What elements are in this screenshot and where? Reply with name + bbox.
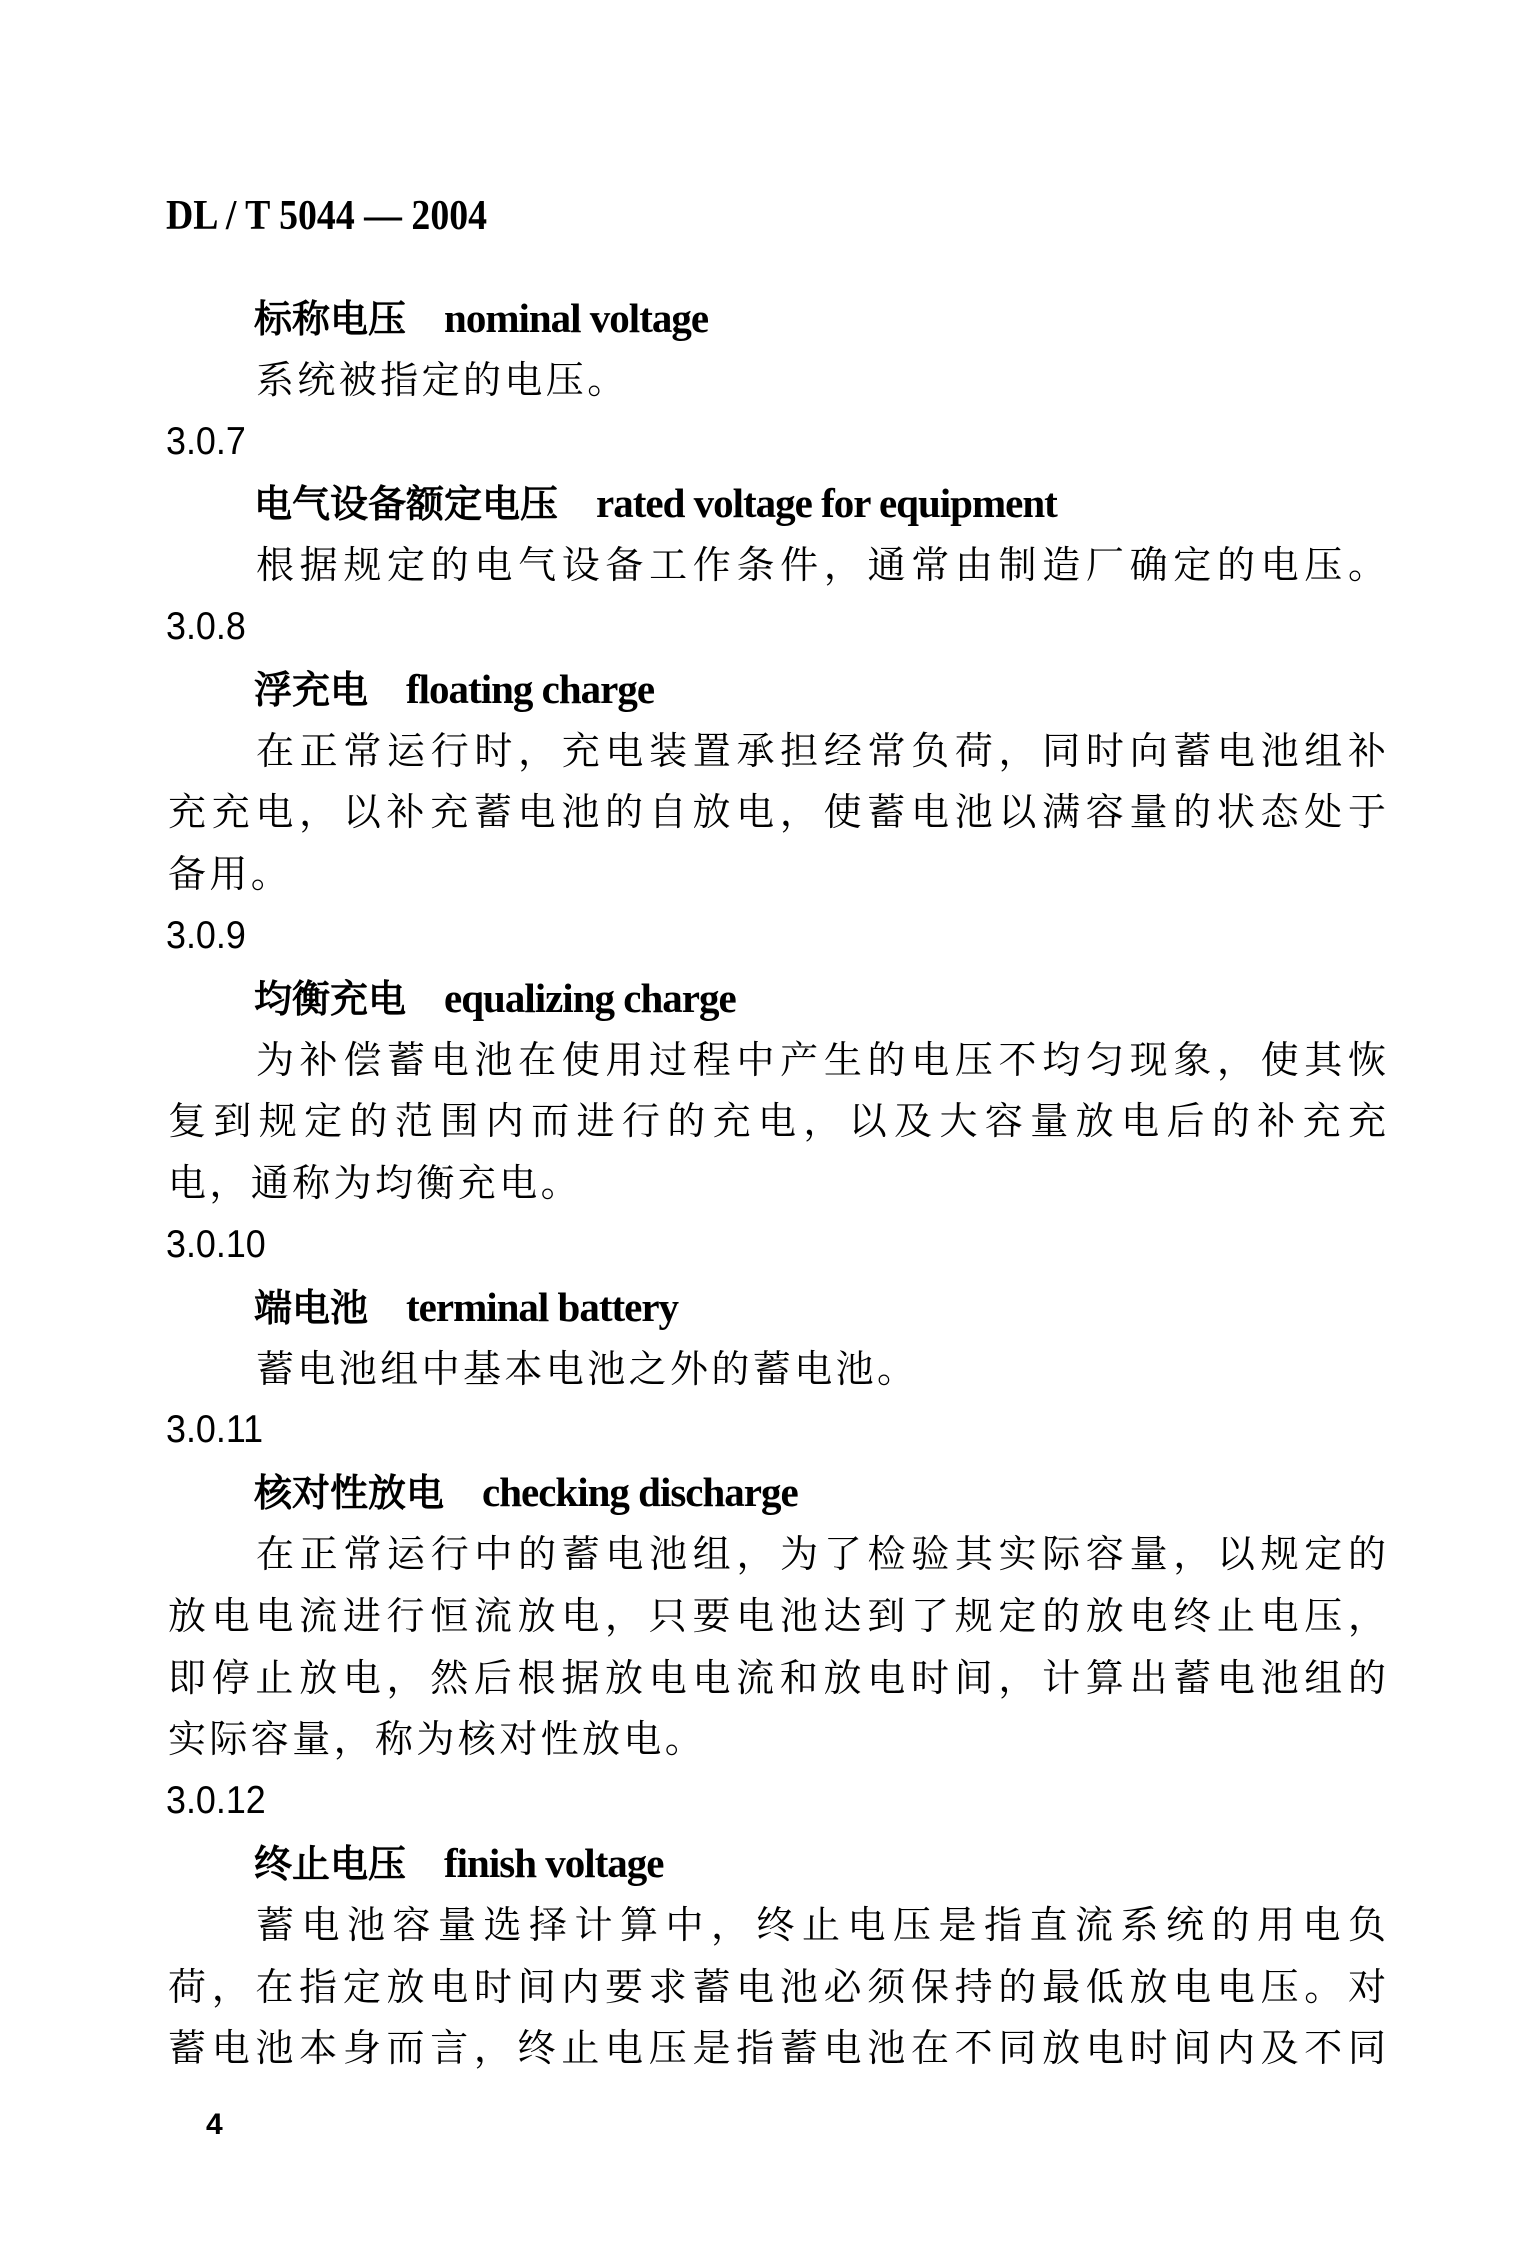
term-chinese: 均衡充电 xyxy=(254,976,407,1021)
definition-line: 在正常运行时，充电装置承担经常负荷，同时向蓄电池组补 xyxy=(256,728,1386,773)
term-chinese: 核对性放电 xyxy=(254,1471,445,1516)
clause-number: 3.0.8 xyxy=(166,605,246,648)
term-heading xyxy=(254,287,708,349)
clause-number: 3.0.11 xyxy=(166,1408,264,1452)
term-chinese: 标称电压 xyxy=(254,297,407,341)
term-english: rated voltage for equipment xyxy=(596,480,1057,527)
term-chinese: 电气设备额定电压 xyxy=(254,482,559,527)
page-number: 4 xyxy=(206,2108,223,2141)
definition-line: 蓄电池组中基本电池之外的蓄电池。 xyxy=(256,1346,919,1391)
term-chinese: 端电池 xyxy=(254,1285,369,1330)
definition-line: 蓄电池容量选择计算中，终止电压是指直流系统的用电负 xyxy=(256,1902,1386,1947)
term-chinese: 浮充电 xyxy=(254,667,369,712)
document-code-header: DL / T 5044 — 2004 xyxy=(166,193,488,239)
term-heading xyxy=(254,1276,678,1338)
definition-line: 蓄电池本身而言，终止电压是指蓄电池在不同放电时间内及不同 xyxy=(168,2026,1386,2071)
definition-line: 电，通称为均衡充电。 xyxy=(168,1161,583,1206)
definition-line: 充充电，以补充蓄电池的自放电，使蓄电池以满容量的状态处于 xyxy=(168,790,1386,835)
definition-line: 在正常运行中的蓄电池组，为了检验其实际容量，以规定的 xyxy=(256,1532,1386,1576)
definition-line: 放电电流进行恒流放电，只要电池达到了规定的放电终止电压， xyxy=(168,1593,1386,1638)
clause-number: 3.0.12 xyxy=(166,1779,266,1823)
definition-line: 实际容量，称为核对性放电。 xyxy=(168,1717,707,1762)
term-heading xyxy=(254,1832,664,1894)
definition-line: 为补偿蓄电池在使用过程中产生的电压不均匀现象，使其恢 xyxy=(256,1037,1386,1082)
definition-line: 荷，在指定放电时间内要求蓄电池必须保持的最低放电电压。对 xyxy=(168,1964,1386,2009)
clause-number: 3.0.7 xyxy=(166,419,246,463)
definition-line: 根据规定的电气设备工作条件，通常由制造厂确定的电压。 xyxy=(256,543,1386,588)
term-english: equalizing charge xyxy=(444,974,736,1021)
term-chinese: 终止电压 xyxy=(254,1842,407,1886)
term-english: nominal voltage xyxy=(444,295,709,341)
term-english: terminal battery xyxy=(406,1283,679,1330)
term-heading xyxy=(254,967,736,1029)
definition-line: 复到规定的范围内而进行的充电，以及大容量放电后的补充充 xyxy=(168,1099,1386,1144)
definition-line: 即停止放电，然后根据放电电流和放电时间，计算出蓄电池组的 xyxy=(168,1655,1386,1700)
term-english: checking discharge xyxy=(482,1469,798,1516)
clause-number: 3.0.10 xyxy=(166,1223,266,1266)
definition-line: 备用。 xyxy=(168,852,293,897)
term-heading xyxy=(254,472,1057,534)
clause-number: 3.0.9 xyxy=(166,914,246,957)
definition-line: 系统被指定的电压。 xyxy=(256,357,629,402)
term-heading xyxy=(254,658,654,720)
term-english: floating charge xyxy=(406,665,655,712)
term-heading xyxy=(254,1461,798,1523)
term-english: finish voltage xyxy=(444,1840,664,1886)
